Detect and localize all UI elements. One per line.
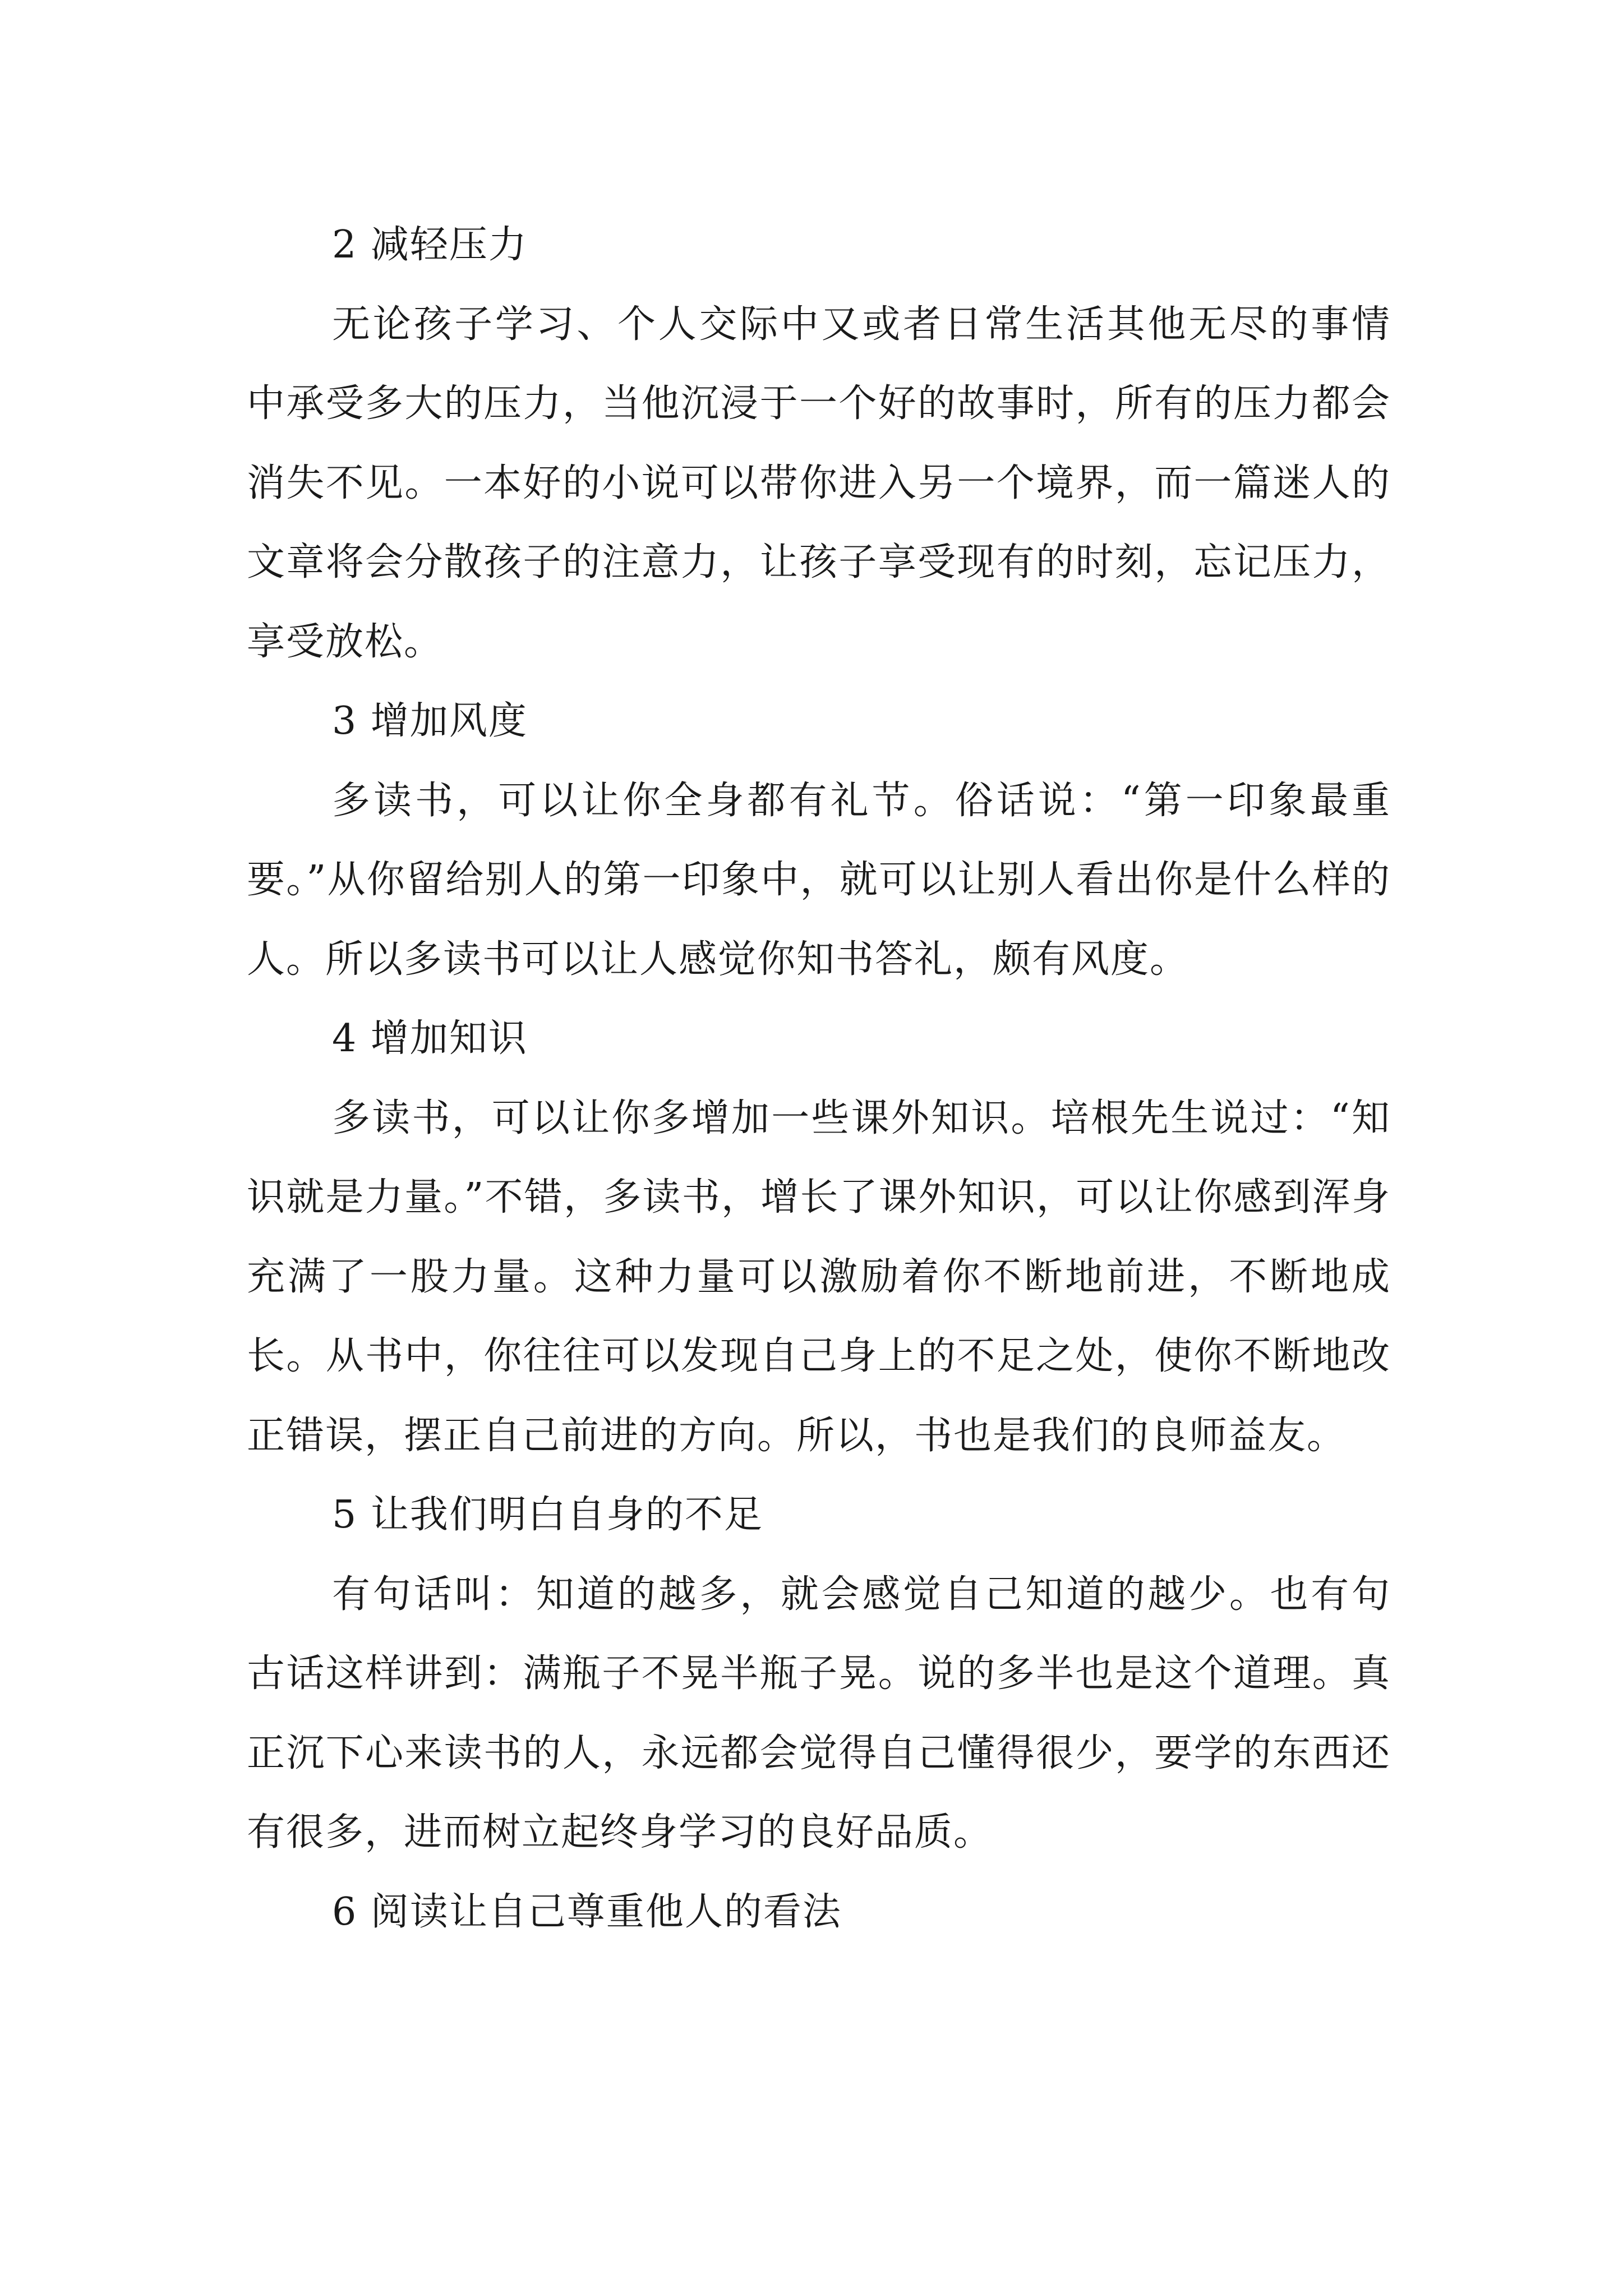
section-paragraph-3: 多读书，可以让你全身都有礼节。俗话说：“第一印象最重要。”从你留给别人的第一印象中，就可以让别人看出你是什么样的人。所以多读书可以让人感觉你知书答礼，颇有风度。 [247,778,1391,982]
section-heading-3: 3 增加风度 [332,699,528,743]
document-body [247,205,1391,1952]
section-heading-6: 6 阅读让自己尊重他人的看法 [332,1889,842,1934]
section-heading-4: 4 增加知识 [332,1016,528,1061]
section-paragraph-4: 多读书，可以让你多增加一些课外知识。培根先生说过：“知识就是力量。”不错，多读书，增长了课外知识，可以让你感到浑身充满了一股力量。这种力量可以激励着你不断地前进，不断地成长。从书中，你往往可以发现自己身上的不足之处，使你不断地改正错误，摆正自己前进的方向。所以，书也是我们的良师益友。 [247,1096,1391,1458]
section-paragraph-2: 无论孩子学习、个人交际中又或者日常生活其他无尽的事情中承受多大的压力，当他沉浸于一个好的故事时，所有的压力都会消失不见。一本好的小说可以带你进入另一个境界，而一篇迷人的文章将会分散孩子的注意力，让孩子享受现有的时刻，忘记压力，享受放松。 [247,302,1391,664]
section-heading-2: 2 减轻压力 [332,223,528,267]
section-heading-5: 5 让我们明白自身的不足 [332,1493,763,1537]
section-paragraph-5: 有句话叫：知道的越多，就会感觉自己知道的越少。也有句古话这样讲到：满瓶子不晃半瓶子晃。说的多半也是这个道理。真正沉下心来读书的人，永远都会觉得自己懂得很少，要学的东西还有很多，进而树立起终身学习的良好品质。 [247,1572,1391,1855]
